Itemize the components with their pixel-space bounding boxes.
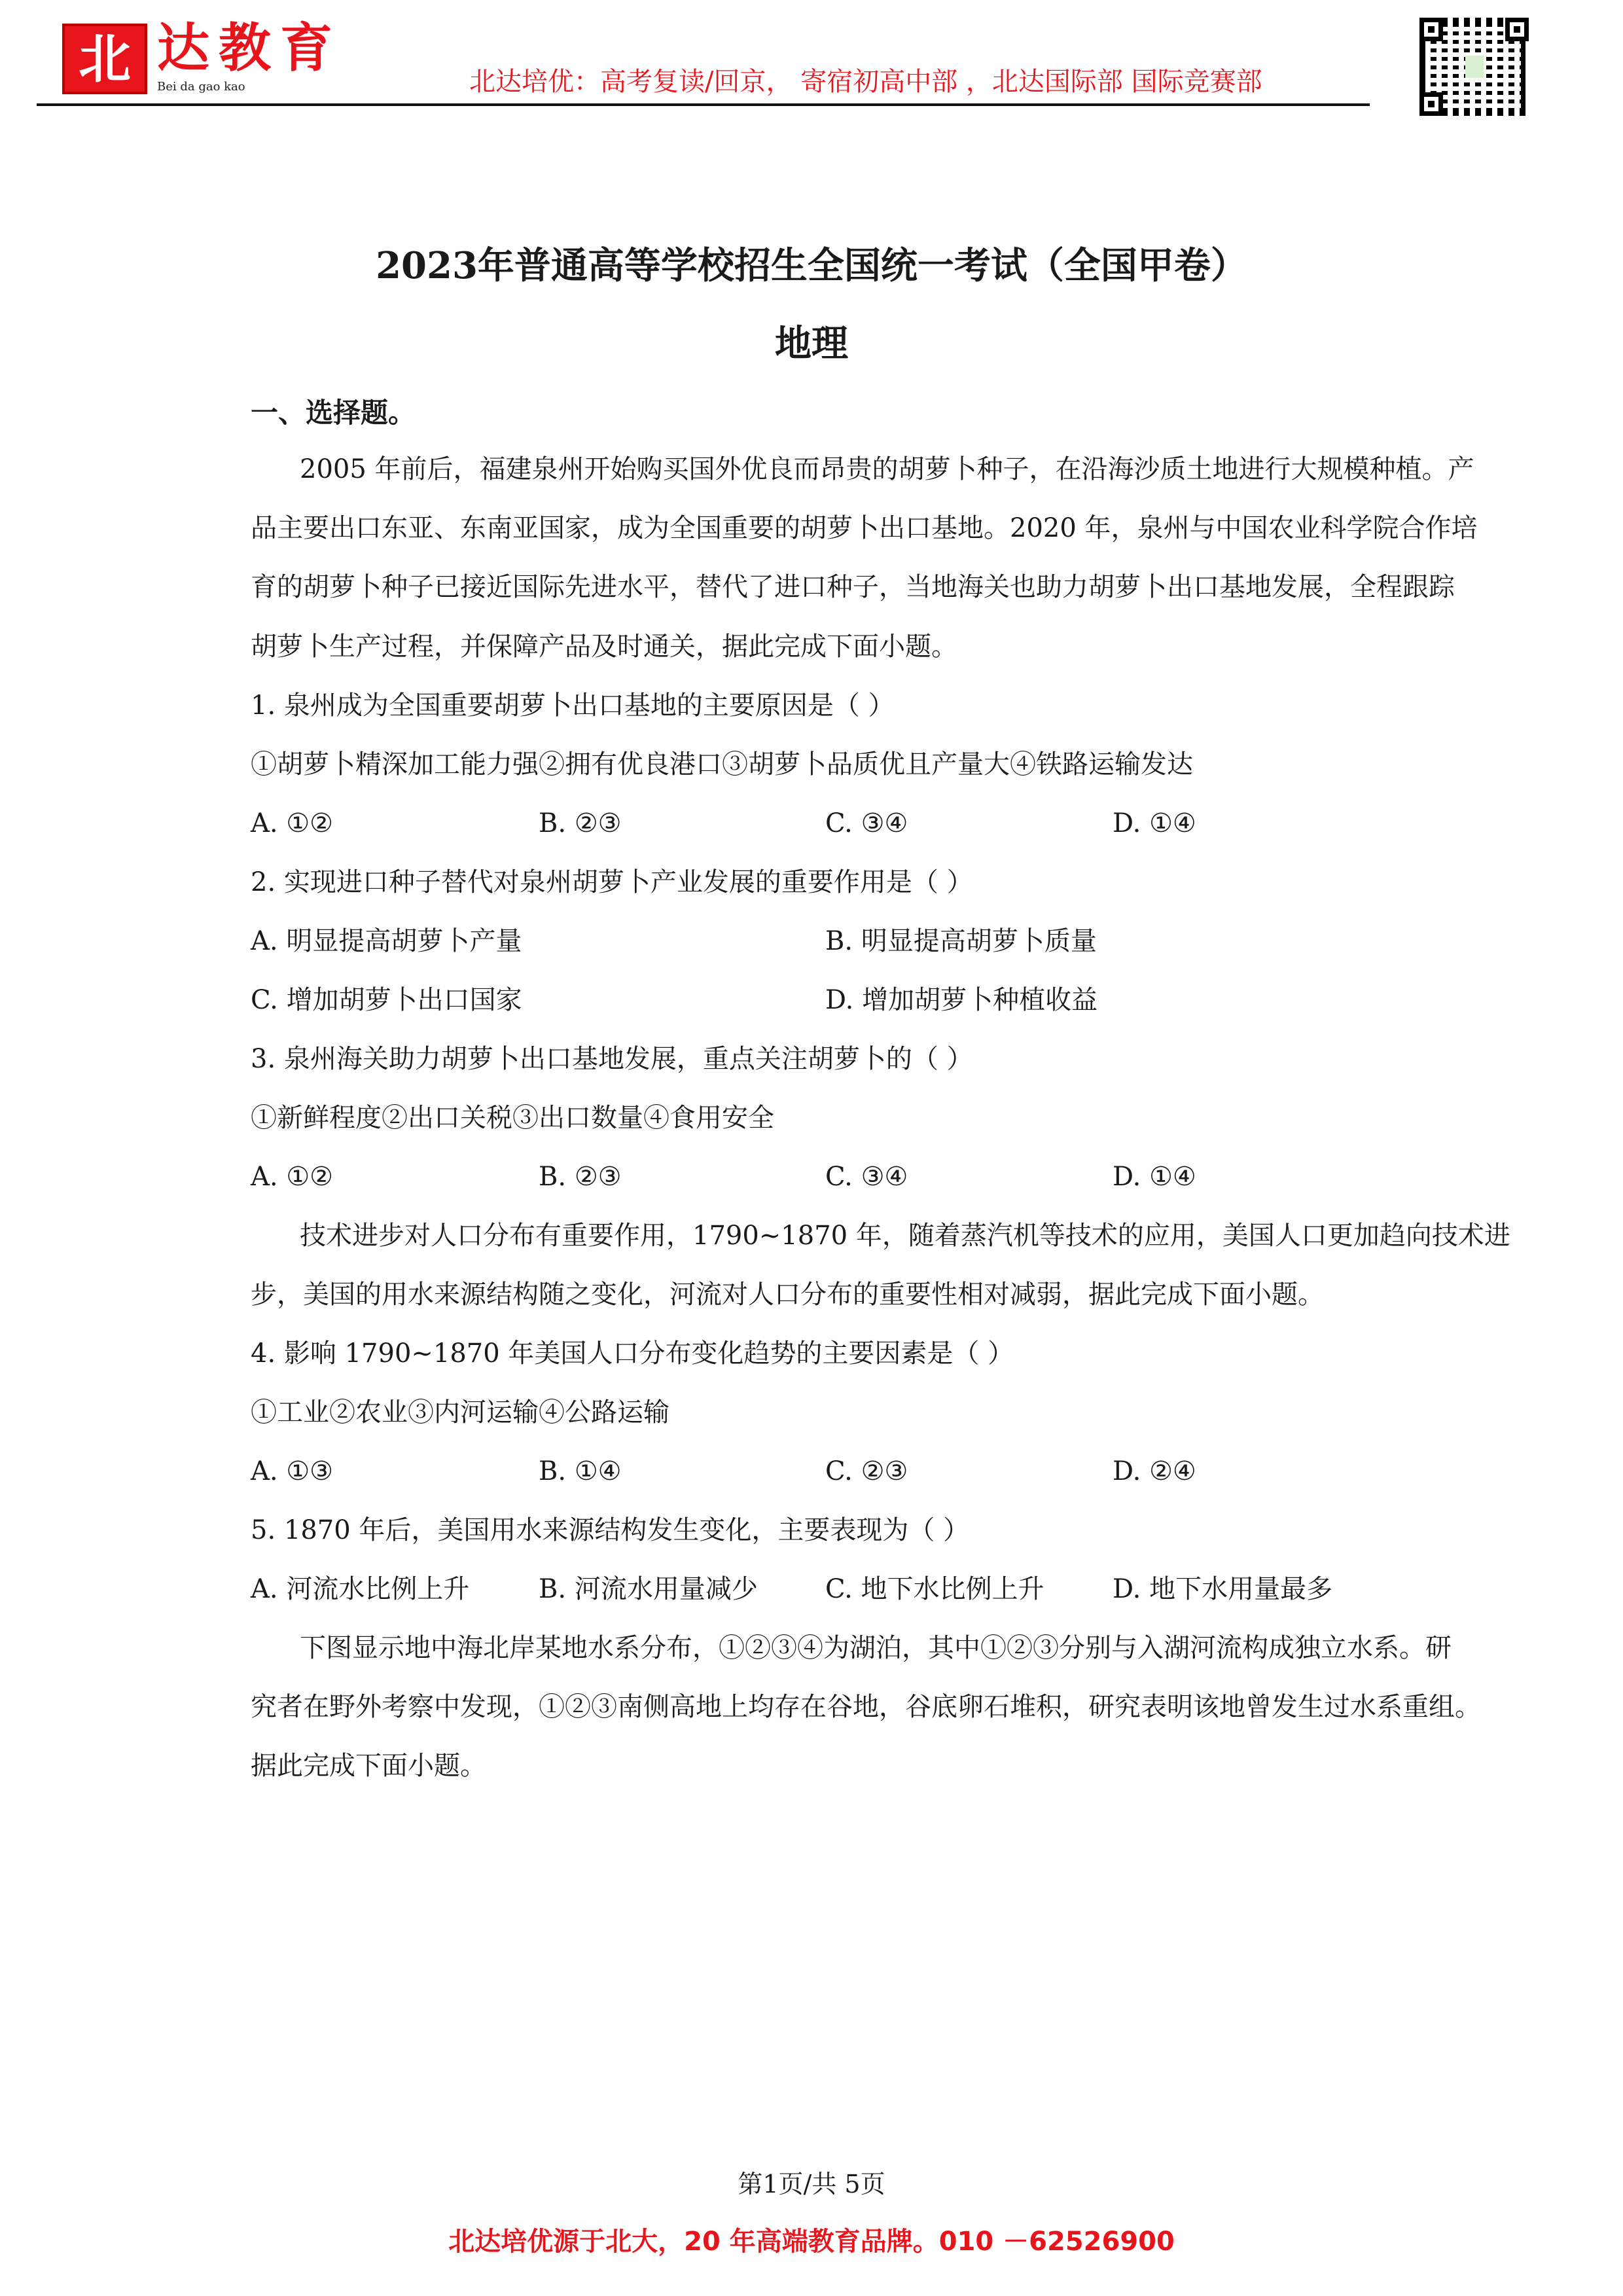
qr-code-icon [1419,18,1529,116]
q2-option-d: D. 增加胡萝卜种植收益 [825,985,1098,1015]
logo-mark-char: 北 [79,28,131,90]
passage1-line: 育的胡萝卜种子已接近国际先进水平，替代了进口种子，当地海关也助力胡萝卜出口基地发展，全程跟踪 [251,572,1455,602]
q4-option-b: B. ①④ [539,1456,622,1486]
q4-option-a: A. ①③ [251,1456,334,1486]
q4-option-c: C. ②③ [825,1456,908,1486]
qr-finder-mark [1419,18,1443,41]
q2-option-b: B. 明显提高胡萝卜质量 [825,926,1097,956]
logo-text: 达教育 [157,17,342,79]
header-slogan: 北达培优：高考复读/回京， 寄宿初高中部 ，北达国际部 国际竞赛部 [469,67,1262,97]
passage1-line: 2005 年前后，福建泉州开始购买国外优良而昂贵的胡萝卜种子，在沿海沙质土地进行大规模种植。产 [300,454,1474,484]
q4-option-d: D. ②④ [1113,1456,1196,1486]
q5-option-c: C. 地下水比例上升 [825,1574,1044,1604]
q1-option-d: D. ①④ [1113,808,1196,838]
q3-statements: ①新鲜程度②出口关税③出口数量④食用安全 [251,1103,774,1133]
qr-finder-mark [1505,18,1529,41]
q3-option-d: D. ①④ [1113,1162,1196,1192]
logo-subtitle: Bei da gao kao [157,80,245,94]
passage2-line: 技术进步对人口分布有重要作用，1790~1870 年，随着蒸汽机等技术的应用，美国人口更加趋向技术进 [300,1221,1510,1251]
q5-stem: 5. 1870 年后，美国用水来源结构发生变化，主要表现为（ ） [251,1515,970,1545]
passage3-line: 下图显示地中海北岸某地水系分布，①②③④为湖泊，其中①②③分别与入湖河流构成独立水系。研 [300,1633,1452,1663]
q1-option-c: C. ③④ [825,808,908,838]
subject-title: 地理 [775,322,848,365]
passage1-line: 胡萝卜生产过程，并保障产品及时通关，据此完成下面小题。 [251,632,957,662]
q2-option-a: A. 明显提高胡萝卜产量 [251,926,522,956]
passage1-line: 品主要出口东亚、东南亚国家，成为全国重要的胡萝卜出口基地。2020 年，泉州与中国农业科学院合作培 [251,513,1478,543]
q3-option-a: A. ①② [251,1162,334,1192]
q1-stem: 1. 泉州成为全国重要胡萝卜出口基地的主要原因是（ ） [251,691,895,721]
passage3-line: 究者在野外考察中发现，①②③南侧高地上均存在谷地，谷底卵石堆积，研究表明该地曾发生过水系重组。 [251,1692,1481,1722]
header-divider [37,103,1370,106]
q4-statements: ①工业②农业③内河运输④公路运输 [251,1397,669,1427]
q2-stem: 2. 实现进口种子替代对泉州胡萝卜产业发展的重要作用是（ ） [251,867,973,897]
q1-option-b: B. ②③ [539,808,622,838]
logo-mark [62,24,147,94]
qr-finder-mark [1419,92,1443,116]
q5-option-d: D. 地下水用量最多 [1113,1574,1333,1604]
section-heading: 一、选择题。 [251,397,416,429]
q1-option-a: A. ①② [251,808,334,838]
passage2-line: 步，美国的用水来源结构随之变化，河流对人口分布的重要性相对减弱，据此完成下面小题。 [251,1280,1324,1310]
qr-center-logo [1465,56,1484,78]
q1-statements: ①胡萝卜精深加工能力强②拥有优良港口③胡萝卜品质优且产量大④铁路运输发达 [251,749,1193,780]
q4-stem: 4. 影响 1790~1870 年美国人口分布变化趋势的主要因素是（ ） [251,1338,1014,1369]
q5-option-a: A. 河流水比例上升 [251,1574,470,1604]
page-number: 第1页/共 5页 [738,2170,885,2198]
q3-option-b: B. ②③ [539,1162,622,1192]
q3-option-c: C. ③④ [825,1162,908,1192]
q3-stem: 3. 泉州海关助力胡萝卜出口基地发展，重点关注胡萝卜的（ ） [251,1044,973,1074]
exam-title: 2023年普通高等学校招生全国统一考试（全国甲卷） [376,244,1247,287]
q2-option-c: C. 增加胡萝卜出口国家 [251,985,522,1015]
footer-slogan: 北达培优源于北大，20 年高端教育品牌。010 －62526900 [448,2227,1175,2257]
q5-option-b: B. 河流水用量减少 [539,1574,758,1604]
passage3-line: 据此完成下面小题。 [251,1751,486,1781]
